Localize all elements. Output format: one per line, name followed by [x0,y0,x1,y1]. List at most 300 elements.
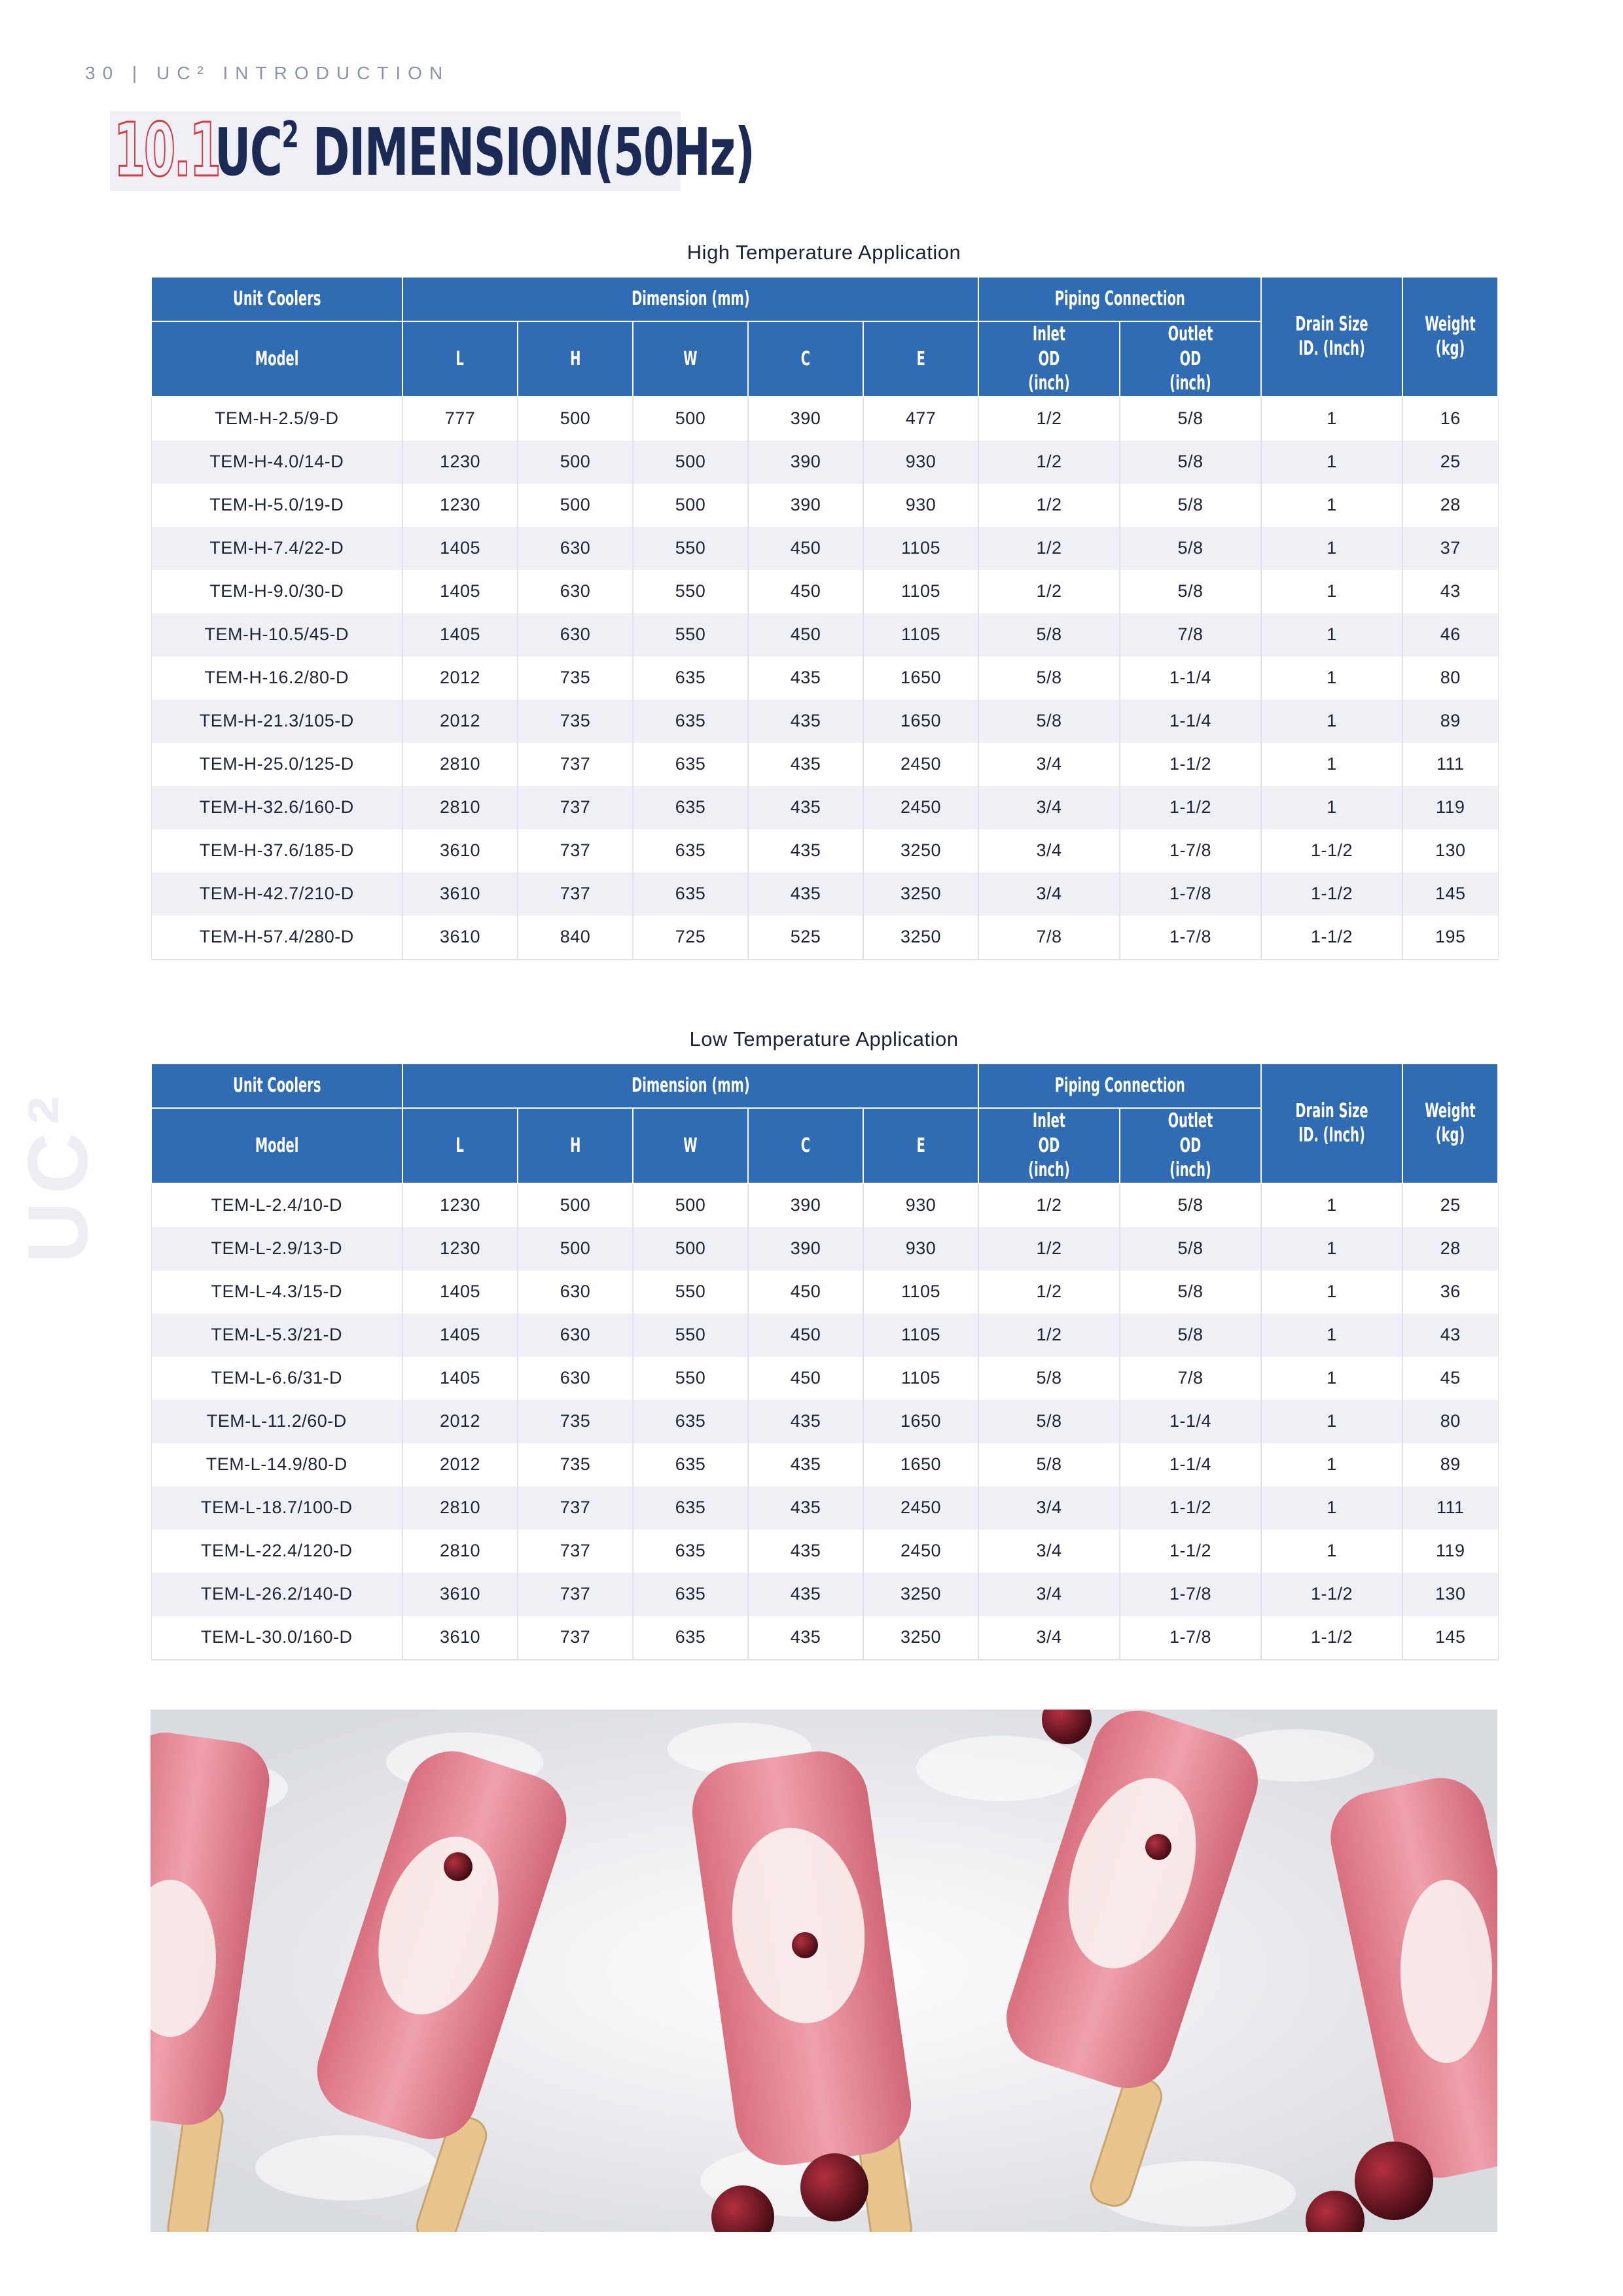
cell-e: 1650 [863,700,978,743]
cell-c: 390 [748,484,863,527]
cell-model: TEM-L-11.2/60-D [151,1400,402,1443]
cell-w: 635 [633,1486,748,1530]
cell-l: 2012 [402,700,518,743]
cell-inlet: 5/8 [978,1357,1120,1400]
cell-outlet: 1-1/4 [1120,1443,1261,1486]
cell-drain: 1 [1261,1270,1402,1314]
cell-model: TEM-L-26.2/140-D [151,1573,402,1616]
header-e: E [863,321,978,397]
cell-w: 500 [633,484,748,527]
cell-outlet: 1-1/2 [1120,1530,1261,1573]
cell-w: 635 [633,872,748,916]
cell-l: 1230 [402,1183,518,1227]
cell-w: 635 [633,700,748,743]
cell-l: 3610 [402,872,518,916]
cell-c: 435 [748,743,863,786]
cell-weight: 111 [1402,1486,1498,1530]
header-inlet: Inlet OD (inch) [978,1108,1120,1183]
cell-outlet: 1-1/4 [1120,1400,1261,1443]
cell-e: 3250 [863,872,978,916]
table-row [151,916,1498,960]
table-row [151,1270,1498,1314]
table-row [151,1400,1498,1443]
cell-drain: 1 [1261,527,1402,570]
header-drain: Drain Size ID. (Inch) [1261,277,1402,397]
cell-weight: 119 [1402,786,1498,829]
cell-model: TEM-H-10.5/45-D [151,613,402,656]
table-row [151,872,1498,916]
table-row [151,1573,1498,1616]
cell-model: TEM-H-5.0/19-D [151,484,402,527]
cell-h: 735 [518,1443,633,1486]
page-header: 30 | UC² INTRODUCTION [85,63,450,83]
cell-e: 930 [863,440,978,484]
cell-h: 737 [518,1486,633,1530]
cell-e: 3250 [863,1616,978,1660]
cell-w: 635 [633,1400,748,1443]
popsicle-photo [151,1710,1497,2232]
table-row [151,1357,1498,1400]
cell-e: 1105 [863,613,978,656]
cell-c: 390 [748,1183,863,1227]
cell-drain: 1 [1261,1357,1402,1400]
popsicle-illustration [151,1710,1497,2232]
cell-l: 2012 [402,1400,518,1443]
cell-outlet: 1-1/2 [1120,786,1261,829]
title-main: UC [215,114,282,190]
header-w: W [633,1108,748,1183]
cell-l: 1405 [402,570,518,613]
cell-l: 777 [402,397,518,440]
cell-h: 737 [518,1573,633,1616]
cell-w: 550 [633,613,748,656]
cell-outlet: 1-1/4 [1120,700,1261,743]
cell-w: 550 [633,1314,748,1357]
cell-outlet: 1-1/4 [1120,656,1261,700]
cell-e: 2450 [863,1486,978,1530]
table-row [151,570,1498,613]
table-title-low: Low Temperature Application [689,1028,959,1050]
header-unit-coolers: Unit Coolers [151,1064,402,1108]
cell-weight: 28 [1402,484,1498,527]
cell-drain: 1 [1261,1183,1402,1227]
cell-model: TEM-H-4.0/14-D [151,440,402,484]
table-row [151,1443,1498,1486]
spec-table-high [151,276,1499,960]
cell-drain: 1 [1261,570,1402,613]
cell-outlet: 1-7/8 [1120,1616,1261,1660]
cell-model: TEM-L-5.3/21-D [151,1314,402,1357]
cell-outlet: 7/8 [1120,613,1261,656]
side-label: UC² [10,1088,105,1263]
cell-model: TEM-L-4.3/15-D [151,1270,402,1314]
table-row [151,440,1498,484]
cell-weight: 145 [1402,872,1498,916]
cell-h: 737 [518,743,633,786]
cell-e: 2450 [863,743,978,786]
cell-drain: 1 [1261,613,1402,656]
cell-c: 435 [748,656,863,700]
cell-w: 550 [633,527,748,570]
cell-outlet: 5/8 [1120,397,1261,440]
cell-model: TEM-L-2.9/13-D [151,1227,402,1270]
cell-w: 635 [633,1616,748,1660]
header-dimension: Dimension (mm) [402,1064,978,1108]
cell-l: 1405 [402,527,518,570]
cell-c: 450 [748,1357,863,1400]
cell-h: 630 [518,527,633,570]
cell-l: 2810 [402,1530,518,1573]
cell-e: 930 [863,484,978,527]
cell-drain: 1 [1261,1443,1402,1486]
cell-inlet: 5/8 [978,1400,1120,1443]
table-row [151,656,1498,700]
cell-weight: 195 [1402,916,1498,960]
cell-drain: 1 [1261,1486,1402,1530]
cell-inlet: 1/2 [978,1270,1120,1314]
cell-h: 630 [518,1314,633,1357]
cell-weight: 46 [1402,613,1498,656]
cell-drain: 1 [1261,700,1402,743]
cell-l: 2810 [402,786,518,829]
cell-w: 635 [633,1530,748,1573]
cell-l: 1230 [402,484,518,527]
cell-h: 500 [518,1227,633,1270]
table-row [151,700,1498,743]
table-row [151,743,1498,786]
cell-weight: 119 [1402,1530,1498,1573]
cell-model: TEM-H-57.4/280-D [151,916,402,960]
cell-drain: 1 [1261,1400,1402,1443]
cell-outlet: 5/8 [1120,484,1261,527]
cell-h: 630 [518,613,633,656]
cell-model: TEM-H-42.7/210-D [151,872,402,916]
cell-inlet: 1/2 [978,1183,1120,1227]
cell-l: 2810 [402,743,518,786]
cell-inlet: 1/2 [978,527,1120,570]
header-piping: Piping Connection [978,277,1261,321]
cell-inlet: 3/4 [978,829,1120,872]
cell-c: 435 [748,700,863,743]
cell-w: 725 [633,916,748,960]
cell-outlet: 5/8 [1120,440,1261,484]
cell-l: 1405 [402,613,518,656]
cell-w: 635 [633,829,748,872]
cell-e: 3250 [863,829,978,872]
section-title-block [110,108,755,193]
header-inlet: Inlet OD (inch) [978,321,1120,397]
cell-c: 390 [748,440,863,484]
header-weight: Weight (kg) [1402,277,1498,397]
cell-h: 630 [518,1357,633,1400]
table-row [151,829,1498,872]
cell-inlet: 1/2 [978,570,1120,613]
header-dimension: Dimension (mm) [402,277,978,321]
cell-weight: 28 [1402,1227,1498,1270]
cell-inlet: 5/8 [978,613,1120,656]
cell-w: 500 [633,440,748,484]
cell-drain: 1 [1261,397,1402,440]
cell-h: 630 [518,1270,633,1314]
header-drain: Drain Size ID. (Inch) [1261,1064,1402,1183]
cell-model: TEM-H-9.0/30-D [151,570,402,613]
cell-l: 2012 [402,1443,518,1486]
header-model: Model [151,321,402,397]
cell-h: 737 [518,1530,633,1573]
cell-inlet: 3/4 [978,1616,1120,1660]
cell-outlet: 7/8 [1120,1357,1261,1400]
cell-drain: 1 [1261,484,1402,527]
cell-l: 1405 [402,1314,518,1357]
cell-e: 1105 [863,570,978,613]
cell-c: 390 [748,1227,863,1270]
header-l: L [402,1108,518,1183]
cell-w: 500 [633,397,748,440]
header-l: L [402,321,518,397]
cell-c: 435 [748,1400,863,1443]
cell-weight: 111 [1402,743,1498,786]
cell-outlet: 1-7/8 [1120,916,1261,960]
cell-outlet: 1-7/8 [1120,872,1261,916]
cell-c: 435 [748,1486,863,1530]
table-row [151,1314,1498,1357]
cell-model: TEM-H-37.6/185-D [151,829,402,872]
cell-inlet: 7/8 [978,916,1120,960]
header-model: Model [151,1108,402,1183]
cell-drain: 1-1/2 [1261,872,1402,916]
cell-inlet: 3/4 [978,786,1120,829]
header-w: W [633,321,748,397]
cell-e: 1650 [863,1400,978,1443]
cell-drain: 1-1/2 [1261,916,1402,960]
cell-h: 500 [518,1183,633,1227]
header-outlet: Outlet OD (inch) [1120,321,1261,397]
header-c: C [748,1108,863,1183]
cell-weight: 43 [1402,1314,1498,1357]
cell-e: 1105 [863,1357,978,1400]
cell-inlet: 3/4 [978,872,1120,916]
cell-e: 2450 [863,786,978,829]
cell-outlet: 1-7/8 [1120,829,1261,872]
cell-weight: 25 [1402,440,1498,484]
cell-e: 1650 [863,656,978,700]
table-row [151,613,1498,656]
cell-model: TEM-H-32.6/160-D [151,786,402,829]
cell-weight: 145 [1402,1616,1498,1660]
page-title [215,114,755,190]
table-row [151,484,1498,527]
cell-c: 435 [748,872,863,916]
cell-c: 435 [748,829,863,872]
table-row [151,1530,1498,1573]
cell-h: 735 [518,656,633,700]
table-row [151,527,1498,570]
cell-e: 477 [863,397,978,440]
cell-drain: 1 [1261,656,1402,700]
cell-c: 450 [748,1314,863,1357]
cell-e: 930 [863,1183,978,1227]
cell-w: 635 [633,1443,748,1486]
title-superscript: 2 [281,114,298,156]
cell-weight: 37 [1402,527,1498,570]
cell-model: TEM-L-22.4/120-D [151,1530,402,1573]
cell-drain: 1 [1261,440,1402,484]
cell-h: 840 [518,916,633,960]
cell-h: 500 [518,440,633,484]
cell-h: 630 [518,570,633,613]
cell-model: TEM-L-30.0/160-D [151,1616,402,1660]
cell-c: 435 [748,1530,863,1573]
cell-l: 2810 [402,1486,518,1530]
cell-inlet: 1/2 [978,397,1120,440]
cell-h: 735 [518,1400,633,1443]
cell-drain: 1 [1261,743,1402,786]
cell-e: 1105 [863,527,978,570]
cell-inlet: 1/2 [978,1227,1120,1270]
cell-l: 1405 [402,1357,518,1400]
cell-drain: 1 [1261,786,1402,829]
cell-c: 435 [748,1443,863,1486]
cell-w: 550 [633,1270,748,1314]
cell-l: 3610 [402,916,518,960]
cell-inlet: 5/8 [978,1443,1120,1486]
cell-model: TEM-H-21.3/105-D [151,700,402,743]
header-unit-coolers: Unit Coolers [151,277,402,321]
cell-model: TEM-H-7.4/22-D [151,527,402,570]
cell-e: 930 [863,1227,978,1270]
cell-drain: 1-1/2 [1261,1616,1402,1660]
cell-w: 500 [633,1183,748,1227]
cell-outlet: 1-1/2 [1120,1486,1261,1530]
cell-w: 635 [633,743,748,786]
cell-e: 1105 [863,1270,978,1314]
cell-inlet: 1/2 [978,440,1120,484]
header-e: E [863,1108,978,1183]
cell-e: 3250 [863,1573,978,1616]
cell-c: 525 [748,916,863,960]
cell-model: TEM-L-6.6/31-D [151,1357,402,1400]
cell-model: TEM-L-14.9/80-D [151,1443,402,1486]
cell-inlet: 3/4 [978,1530,1120,1573]
cell-c: 435 [748,1616,863,1660]
header-h: H [518,321,633,397]
cell-c: 450 [748,1270,863,1314]
cell-drain: 1-1/2 [1261,829,1402,872]
cell-weight: 36 [1402,1270,1498,1314]
cell-outlet: 5/8 [1120,570,1261,613]
table-row [151,786,1498,829]
cell-drain: 1-1/2 [1261,1573,1402,1616]
cell-inlet: 3/4 [978,743,1120,786]
cell-h: 735 [518,700,633,743]
cell-h: 737 [518,786,633,829]
cell-model: TEM-H-25.0/125-D [151,743,402,786]
cell-weight: 130 [1402,829,1498,872]
side-watermark [12,1041,103,1263]
cell-inlet: 1/2 [978,1314,1120,1357]
cell-outlet: 1-7/8 [1120,1573,1261,1616]
cell-inlet: 5/8 [978,656,1120,700]
cell-model: TEM-H-16.2/80-D [151,656,402,700]
header-piping: Piping Connection [978,1064,1261,1108]
cell-e: 2450 [863,1530,978,1573]
spec-table-low [151,1063,1499,1660]
cell-inlet: 5/8 [978,700,1120,743]
cell-weight: 80 [1402,1400,1498,1443]
cell-drain: 1 [1261,1227,1402,1270]
cell-weight: 89 [1402,700,1498,743]
cell-model: TEM-L-2.4/10-D [151,1183,402,1227]
cell-l: 1230 [402,1227,518,1270]
cell-weight: 130 [1402,1573,1498,1616]
header-weight: Weight (kg) [1402,1064,1498,1183]
table-title-high: High Temperature Application [687,241,961,264]
cell-outlet: 5/8 [1120,1227,1261,1270]
cell-c: 390 [748,397,863,440]
cell-c: 435 [748,1573,863,1616]
cell-h: 737 [518,872,633,916]
cell-inlet: 3/4 [978,1573,1120,1616]
cell-h: 500 [518,484,633,527]
cell-outlet: 5/8 [1120,527,1261,570]
cell-w: 500 [633,1227,748,1270]
title-rest: DIMENSION(50Hz) [298,114,755,190]
section-number: 10.1 [114,108,220,193]
header-h: H [518,1108,633,1183]
cell-e: 3250 [863,916,978,960]
cell-l: 3610 [402,1616,518,1660]
cell-model: TEM-L-18.7/100-D [151,1486,402,1530]
cell-weight: 16 [1402,397,1498,440]
cell-c: 450 [748,527,863,570]
cell-outlet: 5/8 [1120,1183,1261,1227]
cell-outlet: 1-1/2 [1120,743,1261,786]
cell-drain: 1 [1261,1314,1402,1357]
cell-e: 1105 [863,1314,978,1357]
cell-weight: 45 [1402,1357,1498,1400]
cell-weight: 25 [1402,1183,1498,1227]
cell-c: 435 [748,786,863,829]
cell-l: 1405 [402,1270,518,1314]
cell-w: 635 [633,786,748,829]
cell-l: 1230 [402,440,518,484]
cell-h: 500 [518,397,633,440]
cell-w: 635 [633,656,748,700]
table-row [151,1183,1498,1227]
cell-w: 550 [633,1357,748,1400]
table-row [151,1486,1498,1530]
cell-e: 1650 [863,1443,978,1486]
cell-h: 737 [518,1616,633,1660]
cell-l: 2012 [402,656,518,700]
cell-weight: 43 [1402,570,1498,613]
cell-l: 3610 [402,1573,518,1616]
cell-c: 450 [748,570,863,613]
cell-weight: 80 [1402,656,1498,700]
cell-outlet: 5/8 [1120,1314,1261,1357]
cell-w: 550 [633,570,748,613]
table-row [151,1616,1498,1660]
cell-inlet: 3/4 [978,1486,1120,1530]
table-row [151,397,1498,440]
header-c: C [748,321,863,397]
cell-l: 3610 [402,829,518,872]
cell-outlet: 5/8 [1120,1270,1261,1314]
header-outlet: Outlet OD (inch) [1120,1108,1261,1183]
cell-inlet: 1/2 [978,484,1120,527]
cell-c: 450 [748,613,863,656]
cell-drain: 1 [1261,1530,1402,1573]
